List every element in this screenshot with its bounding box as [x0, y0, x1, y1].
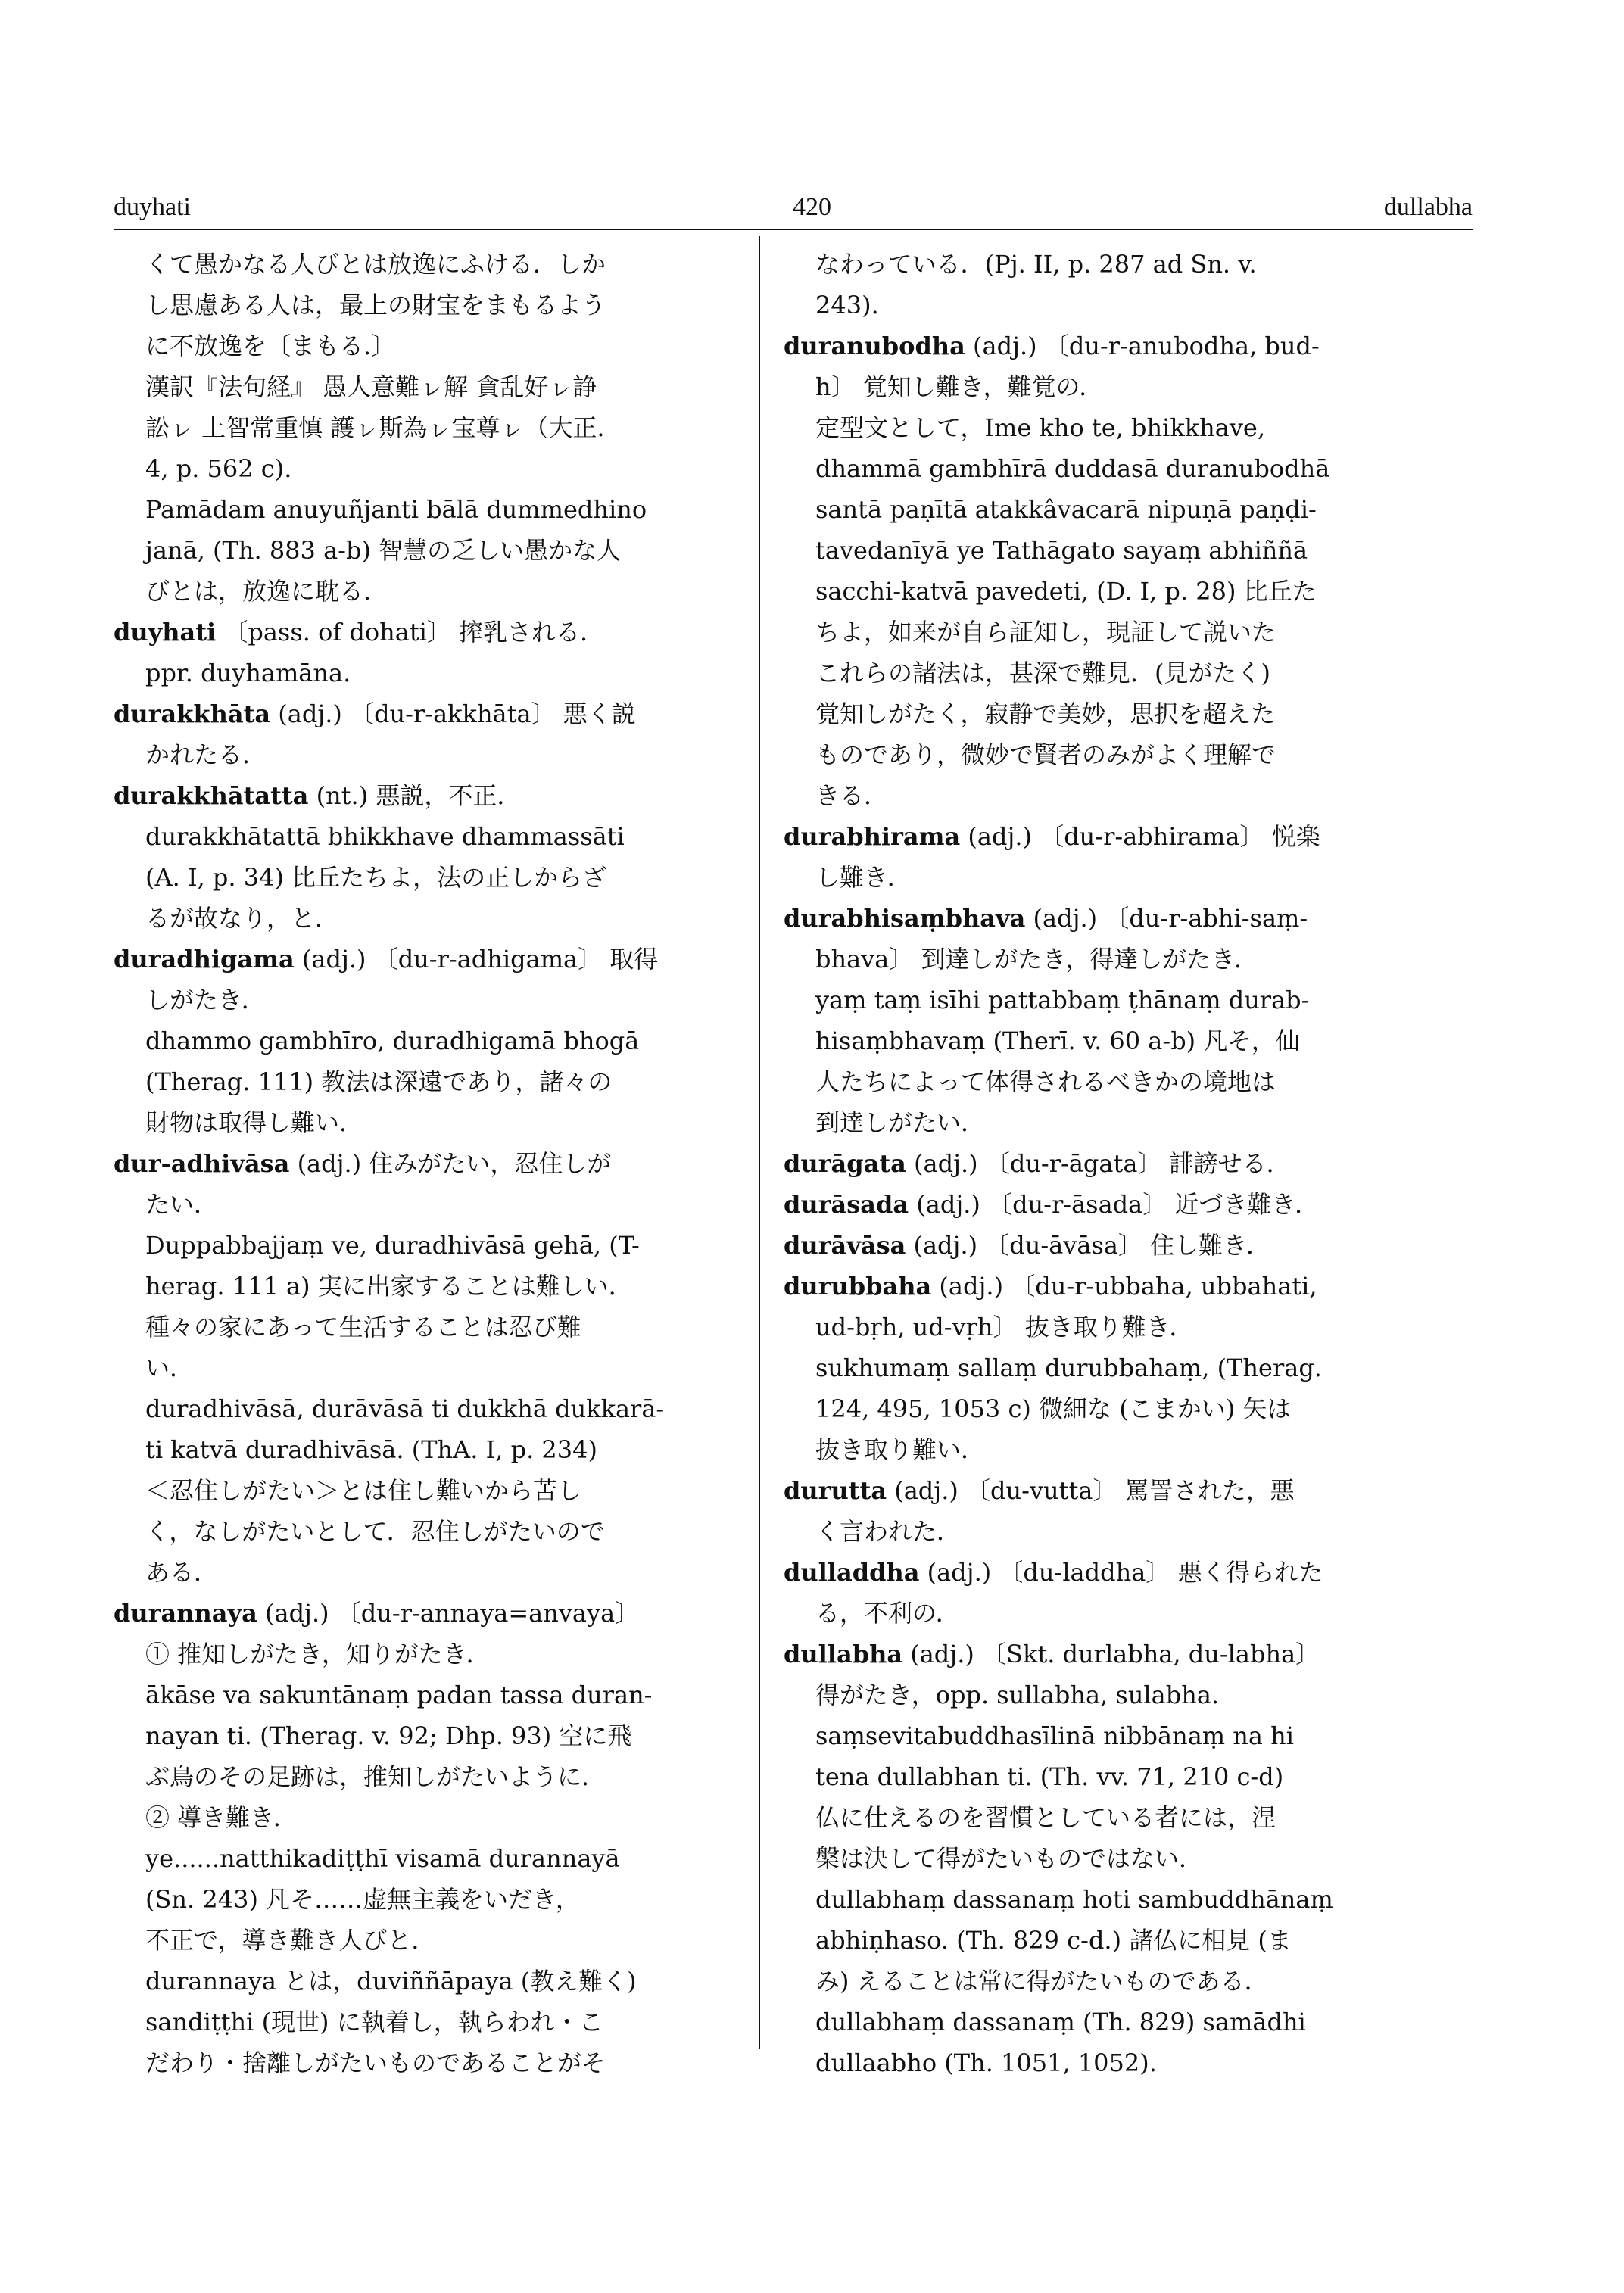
text-line: ppr. duyhamāna. [145, 659, 351, 687]
entry-definition: (adj.) 〔du-r-āsada〕 近づき難き． [909, 1190, 1320, 1219]
text-line: durakkhātattā bhikkhave dhammassāti [145, 822, 625, 851]
text-line: しがたき． [145, 986, 266, 1014]
headword: dullabha [784, 1640, 903, 1668]
headword: dur-adhivāsa [114, 1149, 290, 1178]
header-rule [114, 229, 1473, 230]
text-line: に不放逸を〔まもる.〕 [145, 332, 396, 360]
text-line: ākāse va sakuntānaṃ padan tassa duran- [145, 1681, 653, 1709]
headword: duranubodha [784, 332, 965, 360]
entry-headline [784, 1634, 1427, 1675]
entry-definition: (adj.) 〔du-laddha〕 悪く得られた [919, 1558, 1323, 1587]
entry-headline [784, 1470, 1427, 1511]
text-line: 243). [815, 291, 879, 319]
text-line: み) えることは常に得がたいものである． [815, 1967, 1269, 1995]
entry-headline [114, 939, 723, 980]
text-line: bhava〕 到達しがたき，得達しがたき． [815, 945, 1258, 974]
text-line: ちよ，如来が自ら証知し，現証して説いた [815, 618, 1276, 646]
text-line: dullabhaṃ dassanaṃ hoti sambuddhānaṃ [815, 1885, 1333, 1914]
headword: durabhisaṃbhava [784, 904, 1026, 933]
text-line: tena dullabhan ti. (Th. vv. 71, 210 c-d) [815, 1762, 1284, 1791]
text-line: Duppabbajjaṃ ve, duradhivāsā gehā, (T- [145, 1231, 640, 1260]
text-line: dhammo gambhīro, duradhigamā bhogā [145, 1027, 640, 1055]
text-line: ＜忍住しがたい＞とは住し難いから苦し [145, 1476, 582, 1505]
entry-headline [114, 693, 723, 734]
text-line: く言われた． [815, 1517, 962, 1546]
text-line: たい． [145, 1190, 219, 1219]
text-line: janā, (Th. 883 a-b) 智慧の乏しい愚かな人 [145, 536, 622, 565]
text-line: い． [145, 1354, 195, 1382]
headword: durubbaha [784, 1272, 932, 1301]
text-line: くて愚かなる人びとは放逸にふける．しか [145, 250, 606, 279]
entry-headline [114, 775, 723, 816]
text-line: ti katvā duradhivāsā. (ThA. I, p. 234) [145, 1435, 597, 1464]
text-line: ある． [145, 1558, 219, 1587]
text-line: hisaṃbhavaṃ (Therī. v. 60 a-b) 凡そ，仙 [815, 1027, 1300, 1055]
entry-headline [784, 816, 1427, 857]
running-head-right: dullabha [1383, 193, 1473, 221]
column-divider [759, 236, 760, 2049]
text-line: 種々の家にあって生活することは忍び難 [145, 1313, 581, 1341]
text-line: ye......natthikadiṭṭhī visamā durannayā [145, 1844, 620, 1873]
headword: durāsada [784, 1190, 909, 1219]
entry-headline [784, 1552, 1427, 1593]
text-line: Pamādam anuyuñjanti bālā dummedhino [145, 495, 647, 524]
headword: dulladdha [784, 1558, 920, 1587]
entry-definition: (adj.) 〔du-r-abhi-saṃ- [1025, 904, 1308, 933]
text-line: (A. I, p. 34) 比丘たちよ，法の正しからざ [145, 863, 607, 892]
text-line: h〕 覚知し難き，難覚の． [815, 372, 1104, 401]
headword: durannaya [114, 1599, 257, 1628]
text-line: 不正で，導き難き人びと． [145, 1926, 436, 1955]
entry-definition: (adj.) 〔du-r-āgata〕 誹謗せる． [906, 1149, 1291, 1178]
text-line: 槃は決して得がたいものではない． [815, 1844, 1204, 1873]
running-head-left: duyhati [114, 193, 191, 221]
entry-headline [784, 326, 1427, 366]
text-line: ② 導き難き． [145, 1803, 298, 1832]
text-line: (Sn. 243) 凡そ……虚無主義をいだき， [145, 1885, 580, 1914]
entry-definition: (adj.) 〔du-r-abhirama〕 悦楽 [960, 822, 1320, 851]
entry-definition: (adj.) 〔du-r-annaya=anvaya〕 [257, 1599, 640, 1628]
entry-headline [784, 1266, 1427, 1307]
entry-definition: (adj.) 住みがたい，忍住しが [289, 1149, 612, 1178]
text-line: sukhumaṃ sallaṃ durubbahaṃ, (Therag. [815, 1354, 1322, 1382]
text-line: saṃsevitabuddhasīlinā nibbānaṃ na hi [815, 1721, 1294, 1750]
entry-definition: (nt.) 悪説，不正． [308, 781, 522, 810]
right-column [784, 244, 1427, 2083]
text-line: 人たちによって体得されるべきかの境地は [815, 1067, 1276, 1096]
text-line: sacchi-katvā pavedeti, (D. I, p. 28) 比丘た [815, 577, 1317, 606]
text-line: だわり・捨離しがたいものであることがそ [145, 2048, 606, 2077]
entry-definition: (adj.) 〔du-r-akkhāta〕 悪く説 [270, 699, 636, 728]
text-line: 財物は取得し難い． [145, 1108, 364, 1137]
left-column [114, 244, 723, 2083]
entry-headline [784, 1143, 1427, 1184]
entry-headline [784, 1184, 1427, 1225]
entry-definition: (adj.) 〔du-vutta〕 罵詈された，悪 [887, 1476, 1295, 1505]
text-line: santā paṇītā atakkâvacarā nipuṇā paṇḍi- [815, 495, 1317, 524]
entry-definition: (adj.) 〔du-r-adhigama〕 取得 [294, 945, 659, 974]
text-line: 到達しがたい． [815, 1108, 986, 1137]
text-line: yaṃ taṃ isīhi pattabbaṃ ṭhānaṃ durab- [815, 986, 1310, 1014]
headword: durabhirama [784, 822, 961, 851]
headword: durutta [784, 1476, 887, 1505]
text-line: duradhivāsā, durāvāsā ti dukkhā dukkarā- [145, 1394, 665, 1423]
text-line: ud-bṛh, ud-vṛh〕 抜き取り難き． [815, 1313, 1194, 1341]
text-line: nayan ti. (Therag. v. 92; Dhp. 93) 空に飛 [145, 1721, 632, 1750]
text-line: し難き． [815, 863, 912, 892]
headword: duyhati [114, 618, 217, 646]
text-line: 抜き取り難い． [815, 1435, 986, 1464]
headword: durakkhātatta [114, 781, 309, 810]
entry-definition: (adj.) 〔du-āvāsa〕 住し難き． [906, 1231, 1270, 1260]
headword: durakkhāta [114, 699, 271, 728]
headword: durāvāsa [784, 1231, 906, 1260]
page-number: 420 [793, 193, 831, 221]
text-line: dullabhaṃ dassanaṃ (Th. 829) samādhi [815, 2008, 1306, 2036]
text-line: dullaabho (Th. 1051, 1052). [815, 2048, 1157, 2077]
entry-definition: 〔pass. of dohati〕 搾乳される． [216, 618, 605, 646]
text-line: ものであり，微妙で賢者のみがよく理解で [815, 740, 1276, 769]
text-line: ① 推知しがたき，知りがたき． [145, 1640, 491, 1668]
entry-headline [114, 612, 723, 653]
entry-headline [114, 1143, 723, 1184]
text-line: 覚知しがたく，寂静で美妙，思択を超えた [815, 699, 1276, 728]
text-line: 4, p. 562 c). [145, 454, 292, 483]
text-line: dhammā gambhīrā duddasā duranubodhā [815, 454, 1330, 483]
text-line: 漢訳『法句経』 愚人意難ㇾ解 貪乱好ㇾ諍 [145, 372, 597, 401]
text-line: tavedanīyā ye Tathāgato sayaṃ abhiññā [815, 536, 1308, 565]
headword: duradhigama [114, 945, 295, 974]
entry-headline [784, 1225, 1427, 1266]
entry-definition: (adj.) 〔Skt. durlabha, du-labha〕 [902, 1640, 1320, 1668]
text-line: し思慮ある人は，最上の財宝をまもるよう [145, 291, 606, 319]
text-line: abhiṇhaso. (Th. 829 c-d.) 諸仏に相見 (ま [815, 1926, 1292, 1955]
text-line: 得がたき，opp. sullabha, sulabha. [815, 1681, 1220, 1709]
text-line: durannaya とは，duviññāpaya (教え難く) [145, 1967, 637, 1995]
entry-headline [784, 898, 1427, 939]
text-line: く，なしがたいとして．忍住しがたいので [145, 1517, 605, 1546]
entry-definition: (adj.) 〔du-r-anubodha, bud- [965, 332, 1320, 360]
text-line: 124, 495, 1053 c) 微細な (こまかい) 矢は [815, 1394, 1292, 1423]
text-line: (Therag. 111) 教法は深遠であり，諸々の [145, 1067, 613, 1096]
text-line: herag. 111 a) 実に出家することは難しい． [145, 1272, 633, 1301]
text-line: 定型文として，Ime kho te, bhikkhave, [815, 413, 1266, 442]
headword: durāgata [784, 1149, 906, 1178]
text-line: る，不利の． [815, 1599, 960, 1628]
text-line: るが故なり，と． [145, 904, 340, 933]
entry-definition: (adj.) 〔du-r-ubbaha, ubbahati, [931, 1272, 1317, 1301]
entry-headline [114, 1593, 723, 1634]
text-line: ぶ鳥のその足跡は，推知しがたいように． [145, 1762, 606, 1791]
text-line: 訟ㇾ 上智常重慎 護ㇾ斯為ㇾ宝尊ㇾ（大正. [145, 413, 605, 442]
text-line: なわっている．(Pj. II, p. 287 ad Sn. v. [815, 250, 1257, 279]
text-line: これらの諸法は，甚深で難見．(見がたく) [815, 659, 1270, 687]
text-line: びとは，放逸に耽る． [145, 577, 388, 606]
text-line: sandiṭṭhi (現世) に執着し，執らわれ・こ [145, 2008, 603, 2036]
text-line: 仏に仕えるのを習慣としている者には，涅 [815, 1803, 1276, 1832]
text-line: きる． [815, 781, 889, 810]
text-line: かれたる． [145, 740, 267, 769]
